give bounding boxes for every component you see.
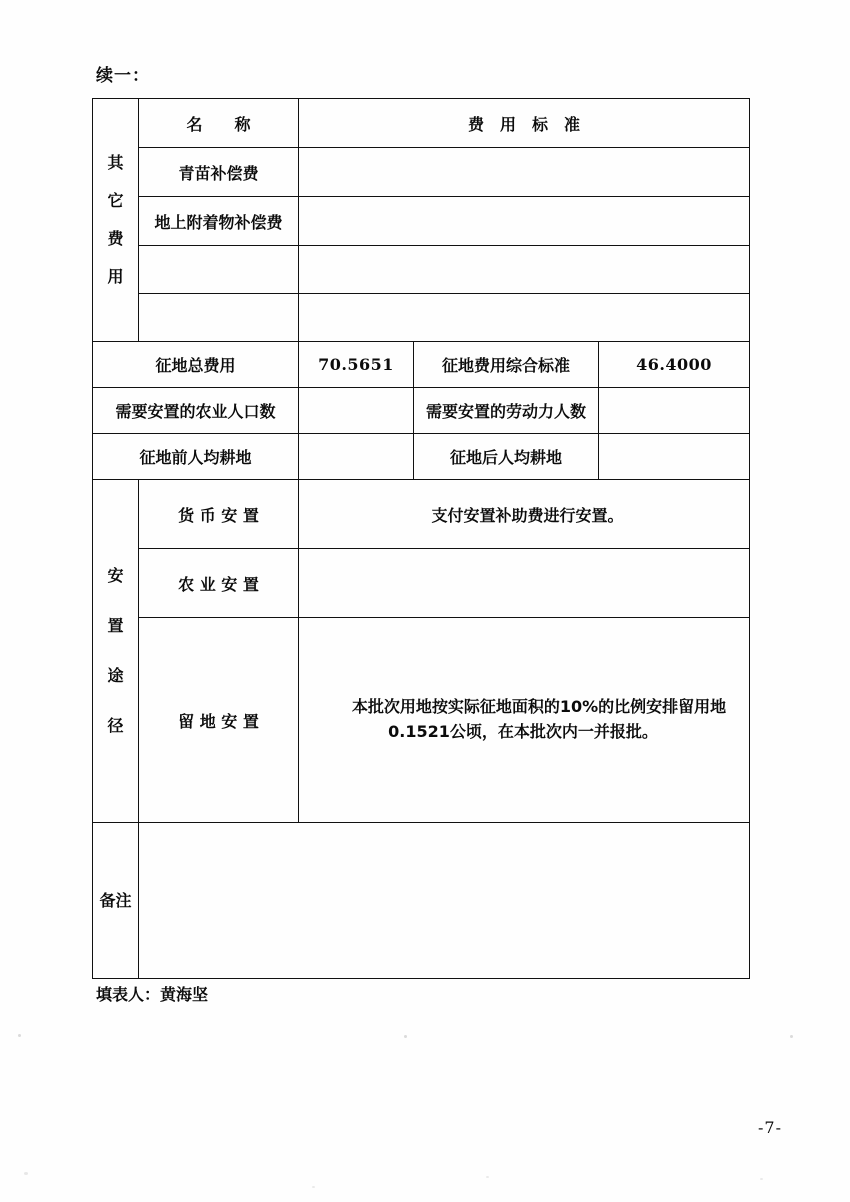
monetary-resettlement-content[interactable]: 支付安置补助费进行安置。 xyxy=(299,480,750,549)
resettlement-side-label xyxy=(93,480,139,823)
land-reserve-paragraph: 本批次用地按实际征地面积的10%的比例安排留用地0.1521公顷，在本批次内一并报批。 xyxy=(351,697,727,741)
labor-force-value[interactable] xyxy=(599,388,750,434)
scan-speck xyxy=(312,1186,315,1188)
other-fees-side-label xyxy=(93,99,139,342)
remarks-label-text: 备注 xyxy=(99,890,132,910)
post-acquisition-farmland-value[interactable] xyxy=(599,434,750,480)
pre-acquisition-farmland-label: 征地前人均耕地 xyxy=(93,434,299,480)
total-fee-label: 征地总费用 xyxy=(93,342,299,388)
fee-item-name[interactable] xyxy=(139,246,299,294)
table-row xyxy=(93,823,750,979)
column-header-fee-standard: 费 用 标 准 xyxy=(299,99,750,148)
fee-item-standard[interactable] xyxy=(299,148,750,197)
monetary-resettlement-label: 货 币 安 置 xyxy=(139,480,299,549)
table-row xyxy=(93,618,750,823)
labor-force-label: 需要安置的劳动力人数 xyxy=(414,388,599,434)
scan-speck xyxy=(790,1035,793,1038)
side-label-char: 其 xyxy=(107,153,124,172)
side-label-char: 它 xyxy=(107,191,124,210)
table-row xyxy=(93,99,750,148)
scan-speck xyxy=(24,1172,28,1175)
comprehensive-standard-value[interactable]: 46.4000 xyxy=(599,342,750,388)
fee-item-standard[interactable] xyxy=(299,246,750,294)
table-row xyxy=(93,434,750,480)
table-row xyxy=(93,342,750,388)
fee-item-standard[interactable] xyxy=(299,294,750,342)
remarks-content[interactable] xyxy=(139,823,750,979)
agricultural-population-label: 需要安置的农业人口数 xyxy=(93,388,299,434)
pre-acquisition-farmland-value[interactable] xyxy=(299,434,414,480)
agricultural-resettlement-content[interactable] xyxy=(299,549,750,618)
total-fee-value[interactable]: 70.5651 xyxy=(299,342,414,388)
fee-item-name: 地上附着物补偿费 xyxy=(139,197,299,246)
scan-speck xyxy=(760,1178,763,1180)
continuation-label: 续一： xyxy=(96,66,150,86)
column-header-name: 名 称 xyxy=(139,99,299,148)
scan-speck xyxy=(404,1035,407,1038)
table-row xyxy=(93,197,750,246)
land-reserve-resettlement-content[interactable] xyxy=(299,618,750,823)
fee-item-name[interactable] xyxy=(139,294,299,342)
agricultural-resettlement-label: 农 业 安 置 xyxy=(139,549,299,618)
table-row xyxy=(93,294,750,342)
table-row xyxy=(93,148,750,197)
side-label-char: 置 xyxy=(107,616,124,635)
agricultural-population-value[interactable] xyxy=(299,388,414,434)
table-row xyxy=(93,549,750,618)
side-label-char: 用 xyxy=(107,267,124,286)
fee-item-name: 青苗补偿费 xyxy=(139,148,299,197)
table-row xyxy=(93,388,750,434)
scan-speck xyxy=(18,1034,21,1037)
form-filler-line: 填表人：黄海坚 xyxy=(96,985,209,1004)
page-number: -7- xyxy=(758,1118,782,1137)
side-label-char: 径 xyxy=(107,716,124,735)
remarks-side-label xyxy=(93,823,139,979)
land-acquisition-form-table xyxy=(92,98,750,979)
table-row xyxy=(93,246,750,294)
land-reserve-resettlement-label: 留 地 安 置 xyxy=(139,618,299,823)
table-row xyxy=(93,480,750,549)
scan-speck xyxy=(486,1176,489,1178)
fee-item-standard[interactable] xyxy=(299,197,750,246)
comprehensive-standard-label: 征地费用综合标准 xyxy=(414,342,599,388)
side-label-char: 途 xyxy=(107,666,124,685)
side-label-char: 安 xyxy=(107,566,124,585)
post-acquisition-farmland-label: 征地后人均耕地 xyxy=(414,434,599,480)
side-label-char: 费 xyxy=(107,229,124,248)
